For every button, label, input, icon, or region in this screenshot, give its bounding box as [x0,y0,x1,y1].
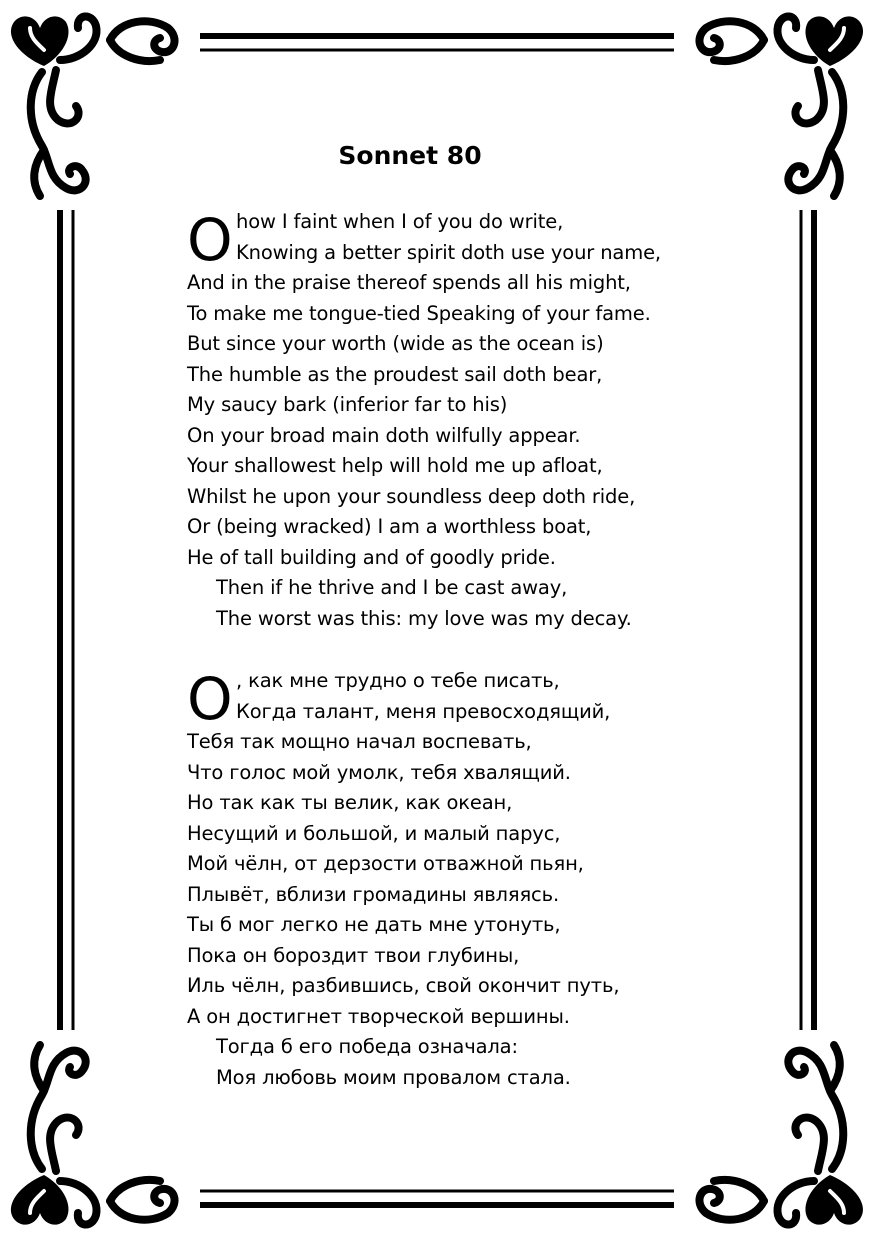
poem-line: Пока он бороздит твои глубины, [187,943,520,967]
poem-line: On your broad main doth wilfully appear. [187,423,581,447]
poem-line: Тебя так мощно начал воспевать, [187,730,532,753]
poem-line: Your shallowest help will hold me up afloat, [187,454,603,477]
english-sonnet [187,207,747,634]
poem-line: А он достигнет творческой вершины. [187,1004,570,1028]
poem-line: The humble as the proudest sail doth bear, [187,362,603,386]
corner-ornament-bottom-left [11,1045,175,1225]
poem-line: Что голос мой умолк, тебя хвалящий. [187,760,571,784]
couplet-line: Then if he thrive and I be cast away, [216,576,568,599]
poem-title: Sonnet 80 [338,141,482,170]
russian-sonnet [187,666,747,1093]
poem-line: Когда талант, меня превосходящий, [236,699,611,723]
poem-line: To make me tongue-tied Speaking of your fame. [187,301,651,325]
poem-line: Ты б мог легко не дать мне утонуть, [187,913,561,936]
poem-line: He of tall building and of goodly pride. [187,545,556,569]
poem-line: Несущий и большой, и малый парус, [187,821,561,845]
poem-line: Or (being wracked) I am a worthless boat, [187,515,592,538]
poem-line: Knowing a better spirit doth use your name, [236,240,661,264]
poem-line: But since your worth (wide as the ocean is) [187,332,604,355]
couplet-line: The worst was this: my love was my decay. [216,606,632,630]
poem-line: how I faint when I of you do write, [236,210,564,233]
poem-line: Whilst he upon your soundless deep doth ride, [187,484,636,508]
couplet-line: Тогда б его победа означала: [216,1035,518,1058]
poem-line: , как мне трудно о тебе писать, [236,669,560,692]
poem-line: Иль чёлн, разбившись, свой окончит путь, [187,974,620,997]
drop-cap: О [187,665,233,733]
poem-line: Плывёт, вблизи громадины являясь. [187,882,559,906]
poem-line: Но так как ты велик, как океан, [187,791,513,814]
poem-line: Мой чёлн, от дерзости отважной пьян, [187,852,584,875]
couplet-line: Моя любовь моим провалом стала. [216,1065,571,1089]
poem-line: My saucy bark (inferior far to his) [187,393,508,416]
poem-line: And in the praise thereof spends all his might, [187,271,631,294]
drop-cap: O [187,206,233,274]
